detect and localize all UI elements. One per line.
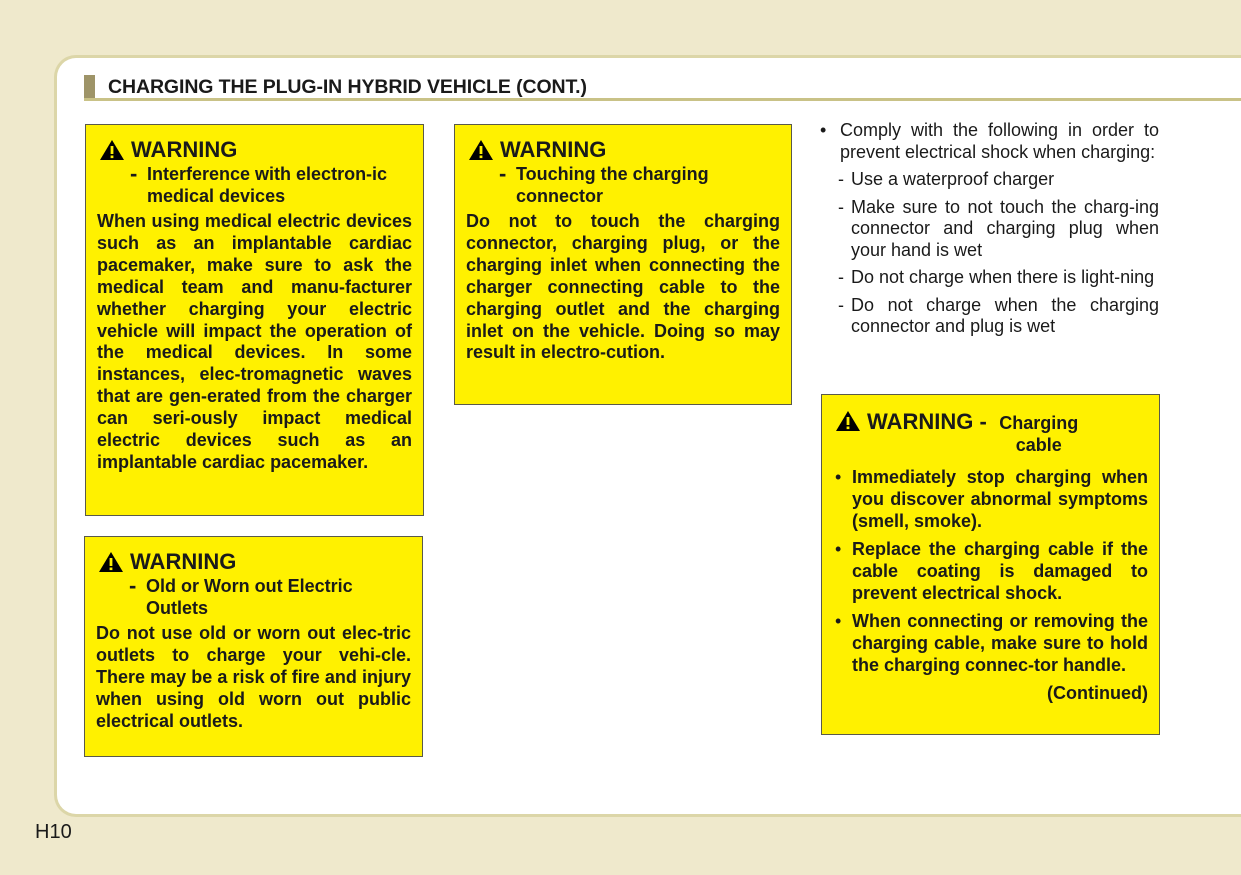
bullet-icon: • (835, 611, 842, 631)
warning-box-charging-connector (454, 124, 792, 405)
warning-triangle-icon (835, 410, 861, 432)
warning-title: WARNING (466, 137, 780, 163)
list-item: • When connecting or removing the charging cable, make sure to hold the charging connec-tor handle. (835, 611, 1148, 675)
warning-triangle-icon (99, 139, 125, 161)
warning-triangle-icon (98, 551, 124, 573)
warning-box-charging-cable (821, 394, 1160, 735)
list-item: • Immediately stop charging when you discover abnormal symptoms (smell, smoke). (835, 467, 1148, 531)
list-item: - Use a waterproof charger (838, 169, 1055, 189)
page-title: CHARGING THE PLUG-IN HYBRID VEHICLE (CONT.) (108, 76, 587, 98)
warning-body: Do not to touch the charging connector, charging plug, or the charging inlet when connecting the charger connecting cable to the charging outlet and the charging inlet on the vehicle. Doing so may result in electro-cution. (466, 211, 780, 363)
bullet-icon: • (835, 467, 842, 487)
page-number: H10 (35, 821, 72, 843)
precautions-list (818, 120, 1159, 338)
warning-title: WARNING (97, 137, 412, 163)
header-accent-bar (84, 75, 95, 98)
warning-subtitle: - Touching the charging connector (499, 161, 709, 206)
warning-title: WARNING - Charging cable (833, 409, 1148, 456)
warning-box-worn-outlets (84, 536, 423, 757)
warning-title: WARNING (96, 549, 411, 575)
section-header (84, 75, 1241, 101)
bullet-icon: • (835, 539, 842, 559)
warning-box-medical-devices (85, 124, 424, 516)
warning-triangle-icon (468, 139, 494, 161)
list-item: - Do not charge when the charging connector and plug is wet (838, 294, 1159, 336)
list-item: - Make sure to not touch the charg-ing connector and charging plug when your hand is wet (838, 196, 1159, 260)
warning-subtitle: - Interference with electron-ic medical devices (130, 161, 388, 206)
warning-subtitle: - Old or Worn out Electric Outlets (129, 573, 353, 618)
warning-body: Do not use old or worn out elec-tric outlets to charge your vehi-cle. There may be a risk of fire and injury when using old worn out public electrical outlets. (96, 623, 411, 731)
list-item: - Do not charge when there is light-ning (838, 267, 1155, 287)
continued-label: (Continued) (1047, 683, 1148, 703)
list-item: • Replace the charging cable if the cable coating is damaged to prevent electrical shock. (835, 539, 1148, 603)
bullet-icon: • (820, 120, 827, 140)
list-item: • Comply with the following in order to prevent electrical shock when charging: (820, 120, 1159, 162)
warning-body: When using medical electric devices such as an implantable cardiac pacemaker, make sure to ask the medical team and manu-facturer whether charging your electric vehicle will impact the operation of the medical devices. In some instances, elec-tromagnetic waves that are gen-erated from the charger can seri-ously impact medical electric devices such as an implantable cardiac pacemaker. (97, 211, 412, 472)
